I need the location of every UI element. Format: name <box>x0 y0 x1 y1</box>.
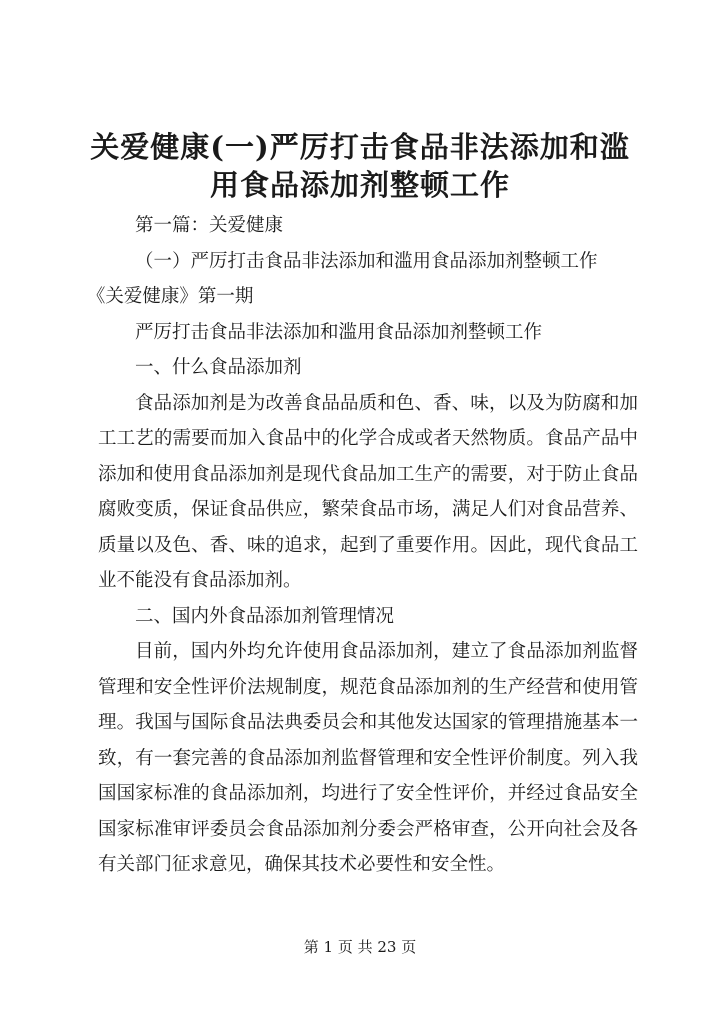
subtitle-line: （一）严厉打击食品非法添加和滥用食品添加剂整顿工作 <box>135 250 598 272</box>
topic-line: 严厉打击食品非法添加和滥用食品添加剂整顿工作 <box>135 321 543 343</box>
document-body <box>86 208 638 883</box>
page-number-footer: 第 1 页 共 23 页 <box>303 938 417 956</box>
issue-line: 《关爱健康》第一期 <box>86 286 254 307</box>
paragraph-definition: 食品添加剂是为改善食品品质和色、香、味，以及为防腐和加工工艺的需要而加入食品中的化学合成或者天然物质。食品产品中添加和使用食品添加剂是现代食品加工生产的需要，对于防止食品腐败变质，保证食品供应，繁荣食品市场，满足人们对食品营养、质量以及色、香、味的追求，起到了重要作用。因此，现代食品工业不能没有食品添加剂。 <box>98 392 638 591</box>
section-heading: 第一篇：关爱健康 <box>135 215 284 236</box>
heading-management: 二、国内外食品添加剂管理情况 <box>135 605 395 627</box>
document-title: 关爱健康(一)严厉打击食品非法添加和滥用食品添加剂整顿工作 <box>90 130 630 202</box>
paragraph-management: 目前，国内外均允许使用食品添加剂，建立了食品添加剂监督管理和安全性评价法规制度，规范食品添加剂的生产经营和使用管理。我国与国际食品法典委员会和其他发达国家的管理措施基本一致，有一套完善的食品添加剂监督管理和安全性评价制度。列入我国国家标准的食品添加剂，均进行了安全性评价，并经过食品安全国家标准审评委员会食品添加剂分委会严格审查，公开向社会及各有关部门征求意见，确保其技术必要性和安全性。 <box>98 641 638 875</box>
heading-what-is-additive: 一、什么食品添加剂 <box>135 357 302 378</box>
